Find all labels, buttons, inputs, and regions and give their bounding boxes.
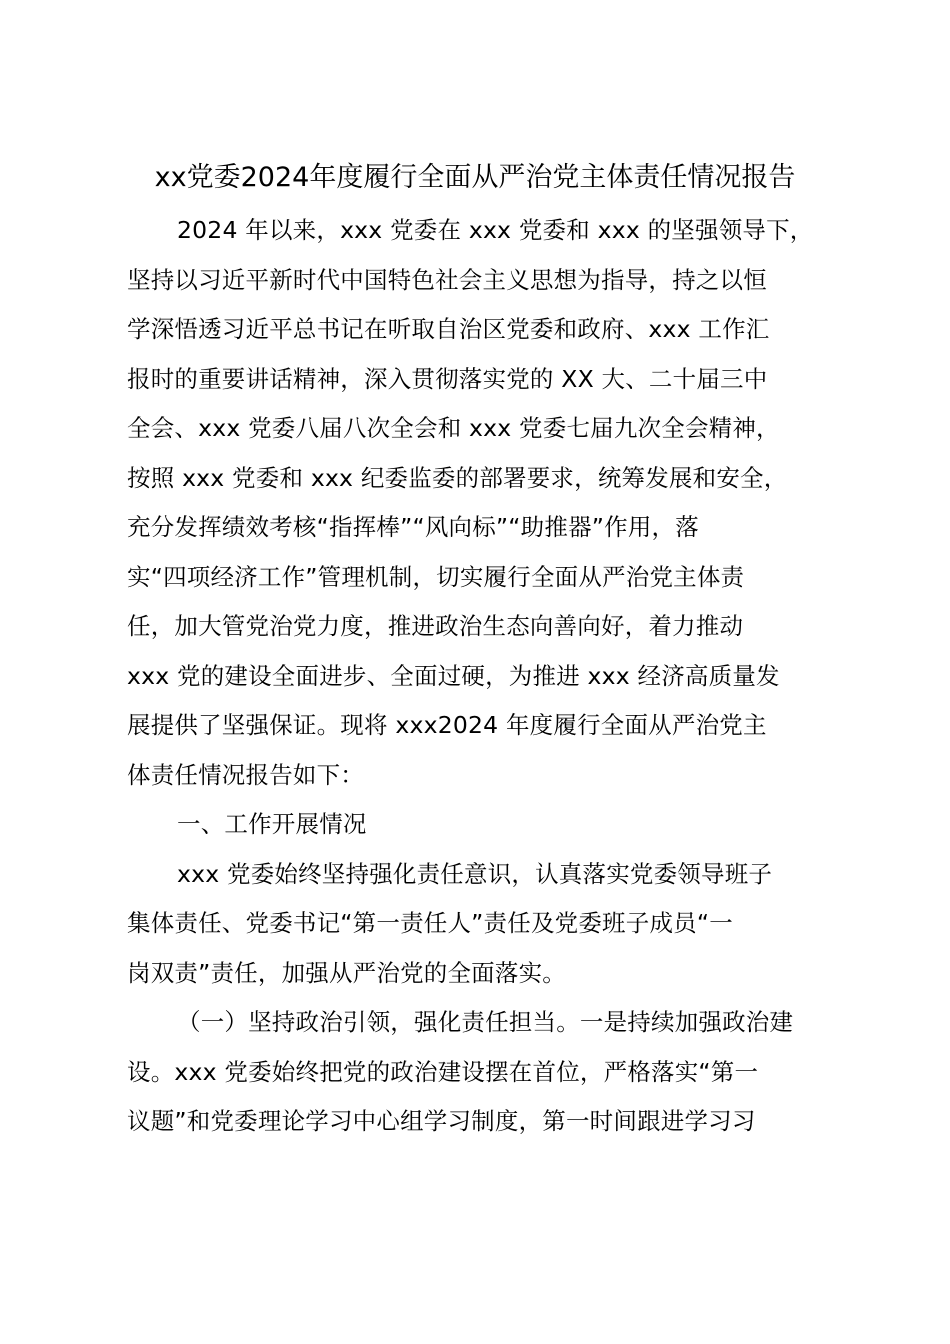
paragraph-line: 一、工作开展情况 (177, 810, 367, 838)
paragraph-line: 充分发挥绩效考核“指挥棒”“风向标”“助推器”作用，落 (127, 513, 699, 541)
paragraph-line: 2024 年以来，xxx 党委在 xxx 党委和 xxx 的坚强领导下， (177, 216, 814, 244)
paragraph-line: 体责任情况报告如下： (127, 760, 364, 789)
paragraph-line: 报时的重要讲话精神，深入贯彻落实党的 XX 大、二十届三中 (127, 364, 768, 393)
paragraph-line: 坚持以习近平新时代中国特色社会主义思想为指导，持之以恒 (127, 265, 767, 294)
paragraph-line: 学深悟透习近平总书记在听取自治区党委和政府、xxx 工作汇 (127, 315, 770, 343)
paragraph-line: 展提供了坚强保证。现将 xxx2024 年度履行全面从严治党主 (127, 711, 767, 739)
document-body (127, 206, 847, 1147)
paragraph-line: 实“四项经济工作”管理机制，切实履行全面从严治党主体责 (127, 562, 745, 591)
paragraph-line: 按照 xxx 党委和 xxx 纪委监委的部署要求，统筹发展和安全， (127, 463, 788, 492)
paragraph-line: xxx 党委始终坚持强化责任意识，认真落实党委领导班子 (177, 859, 773, 888)
paragraph-line: 设。xxx 党委始终把党的政治建设摆在首位，严格落实“第一 (127, 1057, 759, 1086)
paragraph-line: 议题”和党委理论学习中心组学习制度，第一时间跟进学习习 (127, 1107, 756, 1135)
paragraph-line: （一）坚持政治引领，强化责任担当。一是持续加强政治建 (177, 1008, 794, 1036)
paragraph-line: 任，加大管党治党力度，推进政治生态向善向好，着力推动 (127, 612, 744, 640)
paragraph-line: xxx 党的建设全面进步、全面过硬，为推进 xxx 经济高质量发 (127, 661, 780, 690)
paragraph-line: 岗双责”责任，加强从严治党的全面落实。 (127, 958, 566, 987)
document-title: xx党委2024年度履行全面从严治党主体责任情况报告 (154, 162, 796, 193)
paragraph-line: 全会、xxx 党委八届八次全会和 xxx 党委七届九次全会精神， (127, 414, 780, 442)
paragraph-line: 集体责任、党委书记“第一责任人”责任及党委班子成员“一 (127, 909, 733, 937)
